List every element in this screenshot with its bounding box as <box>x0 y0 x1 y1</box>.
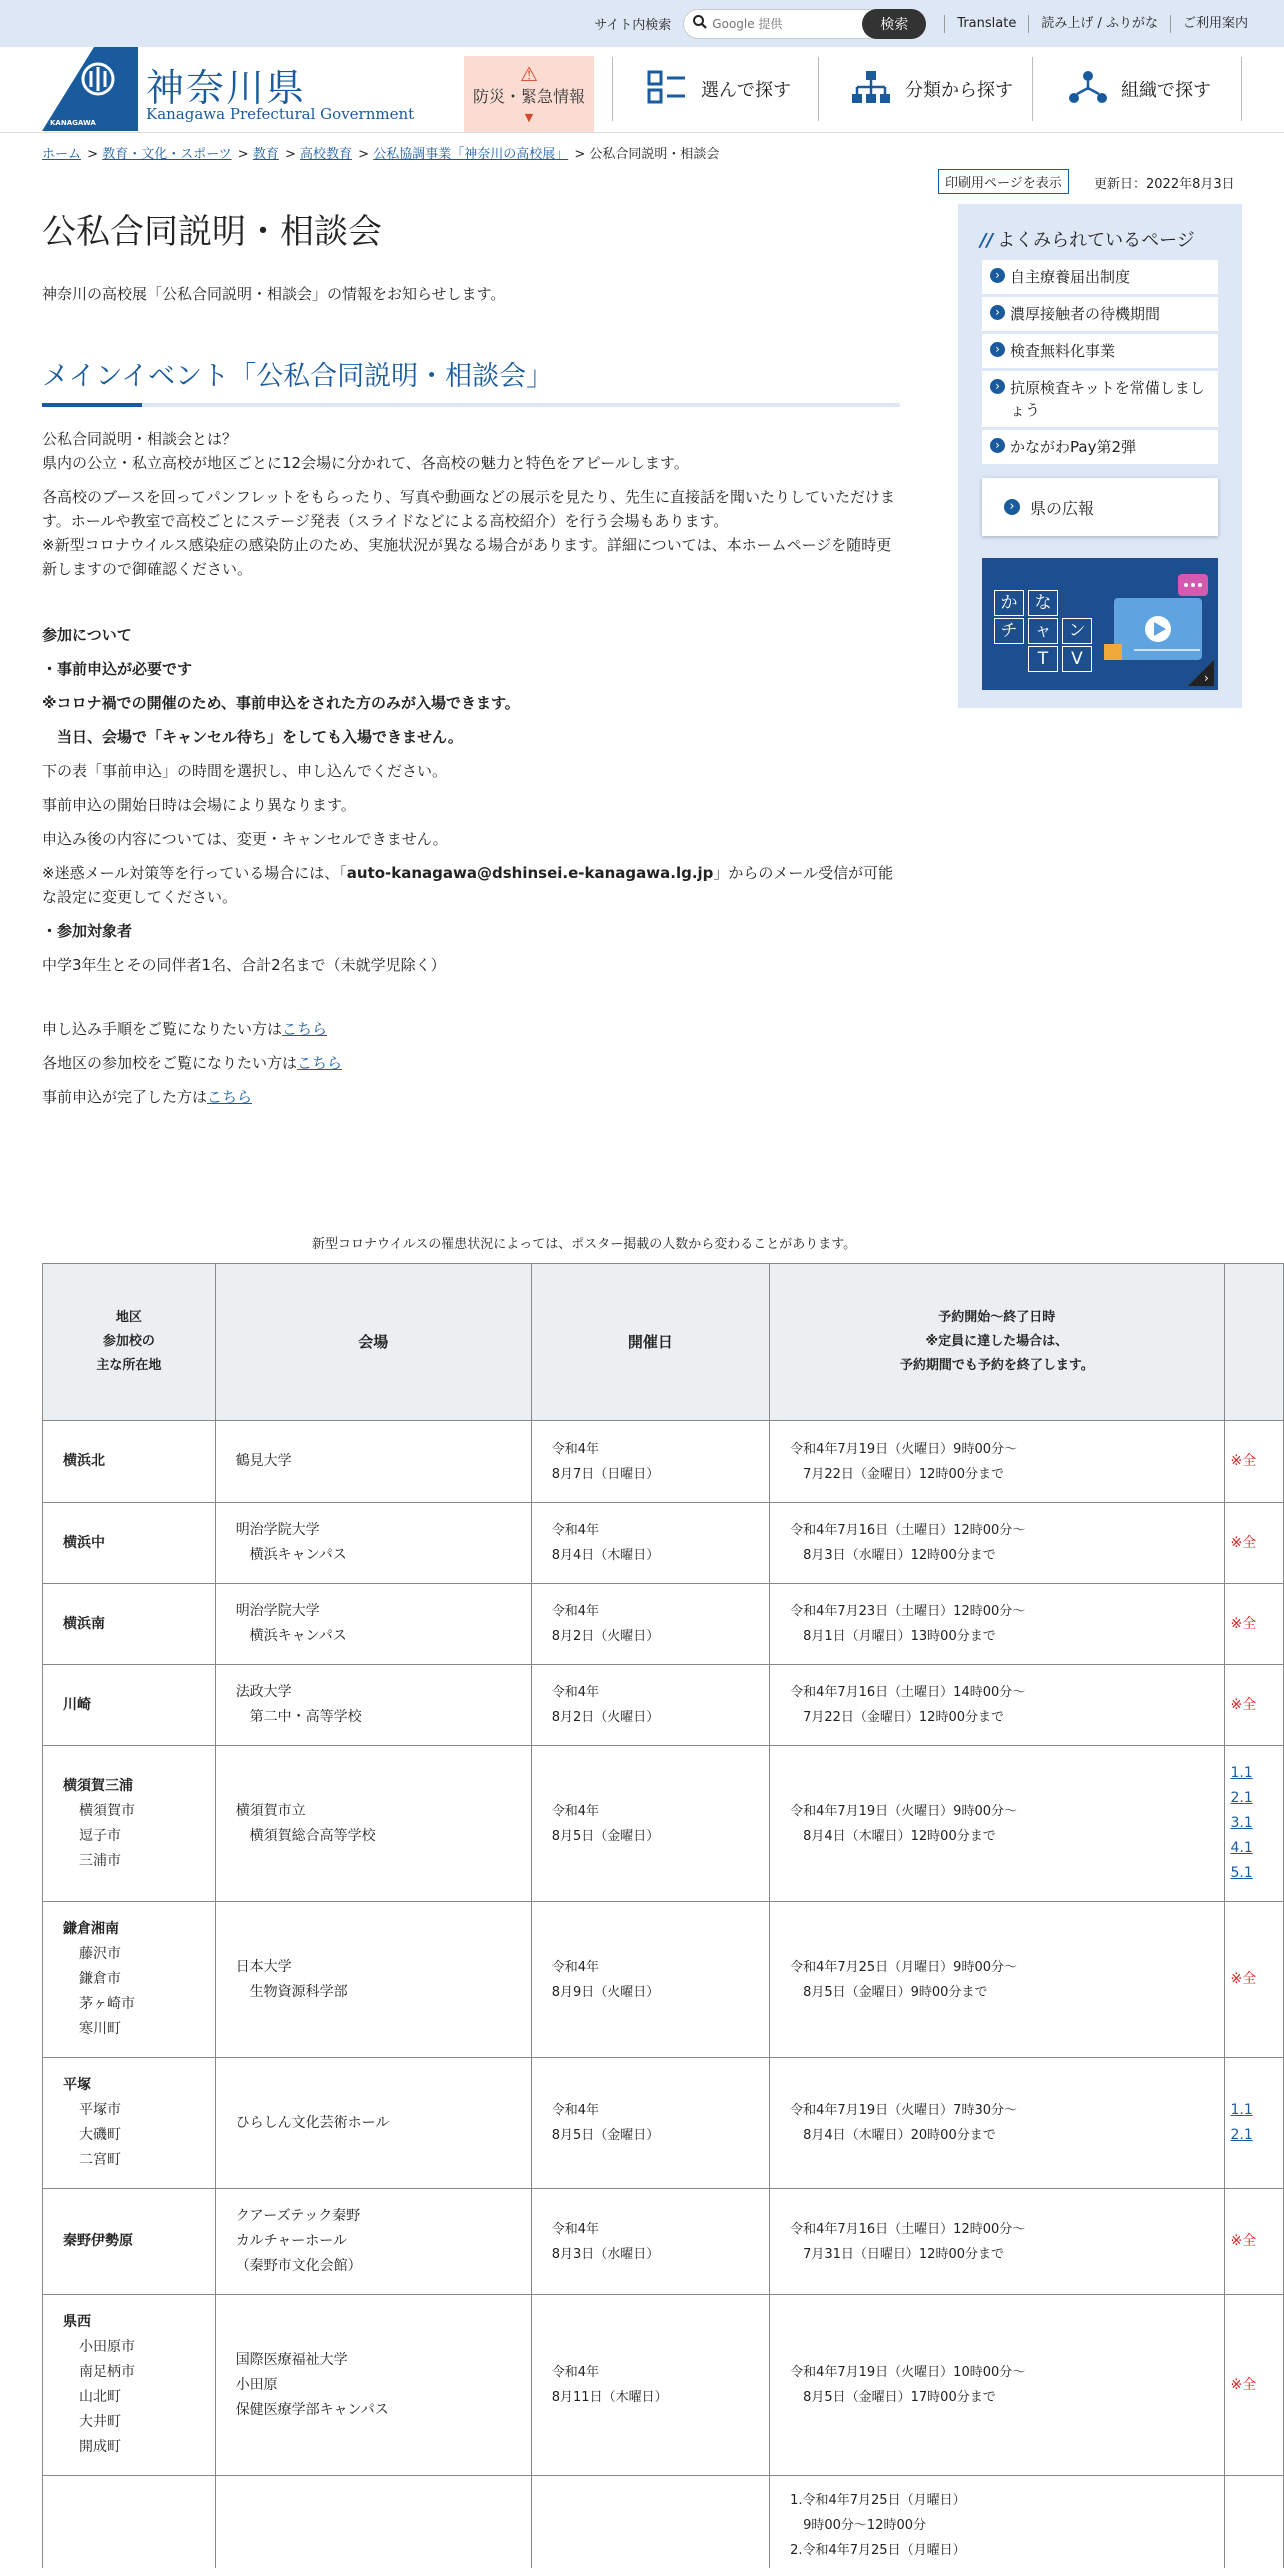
region-municipality: 寒川町 <box>79 2021 121 2037</box>
header-extra <box>1224 1264 1283 1421</box>
region-name: 横浜北 <box>63 1453 105 1469</box>
table-row <box>43 2476 1284 2568</box>
extra-cell-line: ※全 <box>1230 1971 1257 1987</box>
prefecture-pr-button[interactable]: › 県の広報 <box>982 478 1218 536</box>
search-input[interactable] <box>712 17 842 31</box>
tv-play-icon <box>1104 574 1214 686</box>
nav-organization-search[interactable] <box>1032 57 1242 121</box>
region-name: 横須賀三浦 <box>63 1777 133 1794</box>
region-cell <box>43 2295 216 2476</box>
tv-banner-char: ャ <box>1028 618 1058 644</box>
reservation-slot-link[interactable]: 3.1 <box>1230 1815 1253 1831</box>
extra-cell <box>1224 1584 1283 1665</box>
read-aloud-furigana-link[interactable]: 読み上げ / ふりがな <box>1028 15 1170 33</box>
date-cell-line: 令和4年 <box>551 1803 600 1819</box>
header-region-line: 主な所在地 <box>96 1358 162 1373</box>
venue-cell-line: 生物資源科学部 <box>235 1983 348 2000</box>
section-title: メインイベント「公私合同説明・相談会」 <box>42 361 554 392</box>
reservation-slot-link[interactable]: 5.1 <box>1230 1865 1253 1881</box>
region-municipality: 横須賀市 <box>79 1802 135 1819</box>
venue-cell-line: （秦野市文化会館） <box>235 2258 362 2274</box>
header-region-line: 地区 <box>115 1310 142 1325</box>
breadcrumb-high-school-fair[interactable]: 公私協調事業「神奈川の高校展」 <box>373 147 569 162</box>
extra-cell <box>1224 1746 1283 1902</box>
venue-cell-line: 横浜キャンパス <box>235 1547 347 1563</box>
schools-line <box>42 1051 900 1075</box>
header-reservation-line: 予約期間でも予約を終了します。 <box>899 1358 1094 1373</box>
popular-item-kanagawa-pay[interactable]: › かながわPay第2弾 <box>982 430 1218 464</box>
pre-registration-heading: ・事前申込が必要です <box>42 660 193 678</box>
tv-banner-char: な <box>1028 590 1058 616</box>
reservation-cell-line: 8月4日（木曜日）20時00分まで <box>790 2128 996 2143</box>
region-name: 秦野伊勢原 <box>63 2233 133 2249</box>
date-cell-line: 8月5日（金曜日） <box>551 1828 660 1844</box>
table-row <box>43 1503 1284 1584</box>
reservation-cell-line: 令和4年7月16日（土曜日）14時00分～ <box>790 1685 1026 1700</box>
extra-cell <box>1224 1665 1283 1746</box>
table-row <box>43 1746 1284 1902</box>
schools-link[interactable]: こちら <box>297 1054 343 1072</box>
region-municipality: 南足柄市 <box>79 2364 135 2380</box>
instruction-3: 申込み後の内容については、変更・キャンセルできません。 <box>42 830 448 848</box>
reservation-cell <box>770 1421 1224 1503</box>
venue-cell <box>215 1503 531 1584</box>
reservation-cell <box>770 2058 1224 2189</box>
extra-cell-line: ※全 <box>1230 1534 1257 1551</box>
search-box <box>683 9 926 39</box>
site-header <box>0 47 1284 133</box>
reservation-cell-line: 7月31日（日曜日）12時00分まで <box>790 2246 1004 2262</box>
popular-item-close-contact[interactable]: › 濃厚接触者の待機期間 <box>982 297 1218 331</box>
reservation-slot-link[interactable]: 1.1 <box>1230 1765 1253 1781</box>
region-name: 横浜南 <box>63 1615 105 1632</box>
warning-icon: ⚠ <box>520 62 538 86</box>
header-region-line: 参加校の <box>102 1334 155 1349</box>
prefecture-emblem-icon <box>42 47 138 131</box>
print-page-button[interactable]: 印刷用ページを表示 <box>938 169 1069 194</box>
hierarchy-icon <box>851 70 891 109</box>
region-municipality: 平塚市 <box>79 2102 121 2118</box>
tv-banner-char: チ <box>994 618 1024 644</box>
region-municipality: 藤沢市 <box>79 1946 121 1962</box>
checklist-icon <box>647 70 687 109</box>
venue-cell <box>215 2058 531 2189</box>
reservation-cell-line: 令和4年7月19日（火曜日）7時30分～ <box>790 2103 1017 2118</box>
venue-cell <box>215 1665 531 1746</box>
venue-cell-line: 法政大学 <box>235 1684 292 1700</box>
completed-line <box>42 1085 900 1109</box>
table-row <box>43 1421 1284 1503</box>
breadcrumb: ホーム > 教育・文化・スポーツ > 教育 > 高校教育 > 公私協調事業「神奈川の高校展」 > 公私合同説明・相談会 <box>42 147 720 162</box>
reservation-cell-line: 8月5日（金曜日）9時00分まで <box>790 1984 988 2000</box>
date-cell-line: 令和4年 <box>551 1441 600 1457</box>
procedure-text: 申し込み手順をご覧になりたい方は <box>42 1020 283 1038</box>
region-cell <box>43 1902 216 2058</box>
search-button[interactable]: 検索 <box>862 9 926 39</box>
popular-pages-list <box>982 260 1218 467</box>
popular-item-self-care[interactable]: › 自主療養届出制度 <box>982 260 1218 294</box>
reservation-cell-line: 7月22日（金曜日）12時00分まで <box>790 1466 1004 1482</box>
venue-cell-line: 明治学院大学 <box>235 1603 320 1619</box>
utility-bar <box>0 0 1284 47</box>
popular-item-free-testing[interactable]: › 検査無料化事業 <box>982 334 1218 368</box>
organization-icon <box>1069 70 1107 109</box>
reservation-cell-line: 7月22日（金曜日）12時00分まで <box>790 1710 1004 1725</box>
usage-guide-link[interactable]: ご利用案内 <box>1170 15 1260 33</box>
region-cell <box>43 1746 216 1902</box>
extra-cell <box>1224 2476 1283 2568</box>
intro-text: 神奈川の高校展「公私合同説明・相談会」の情報をお知らせします。 <box>42 285 506 303</box>
table-row <box>43 1584 1284 1665</box>
sidebar <box>958 204 1242 708</box>
region-cell <box>43 1503 216 1584</box>
logo-english: Kanagawa Prefectural Government <box>146 105 415 123</box>
participation-heading: 参加について <box>42 626 132 644</box>
reservation-cell-line: 令和4年7月25日（月曜日）9時00分～ <box>790 1959 1017 1975</box>
procedure-line <box>42 1017 900 1041</box>
date-cell-line: 令和4年 <box>551 1959 600 1975</box>
cancel-wait-note: 当日、会場で「キャンセル待ち」をしても入場できません。 <box>42 728 463 746</box>
region-municipality: 二宮町 <box>79 2152 121 2168</box>
date-cell <box>531 2189 769 2295</box>
region-cell <box>43 1584 216 1665</box>
date-cell <box>531 1746 769 1902</box>
extra-cell <box>1224 1902 1283 2058</box>
reservation-cell <box>770 1584 1224 1665</box>
venue-cell <box>215 2189 531 2295</box>
reservation-cell <box>770 2295 1224 2476</box>
emergency-info-button[interactable] <box>464 56 594 132</box>
nav-label: 組織で探す <box>1121 80 1211 101</box>
date-cell-line: 令和4年 <box>551 2103 600 2118</box>
double-slash-icon: // <box>980 230 994 251</box>
region-cell <box>43 1665 216 1746</box>
venue-cell <box>215 1584 531 1665</box>
translate-link[interactable]: Translate <box>944 15 1028 33</box>
reservation-slot-link[interactable]: 2.1 <box>1230 1790 1253 1806</box>
header-venue: 会場 <box>215 1264 531 1421</box>
venue-cell-line: 第二中・高等学校 <box>235 1709 362 1725</box>
date-cell <box>531 1421 769 1503</box>
date-cell-line: 令和4年 <box>551 2221 600 2237</box>
region-cell <box>43 1421 216 1503</box>
reservation-cell-line: 令和4年7月19日（火曜日）10時00分～ <box>790 2365 1026 2380</box>
reservation-cell-line: 9時00分～12時00分 <box>790 2518 926 2533</box>
region-name: 川崎 <box>63 1696 91 1713</box>
date-cell-line: 8月3日（水曜日） <box>551 2246 660 2262</box>
date-cell-line: 8月7日（日曜日） <box>551 1466 660 1482</box>
reservation-cell-line: 令和4年7月16日（土曜日）12時00分～ <box>790 1523 1026 1538</box>
reservation-slot-link[interactable]: 1.1 <box>1230 2102 1253 2118</box>
header-reservation <box>770 1264 1224 1421</box>
venue-cell-line: ひらしん文化芸術ホール <box>235 2114 390 2131</box>
region-name: 鎌倉湘南 <box>63 1921 119 1937</box>
extra-cell-line: ※全 <box>1230 1615 1257 1632</box>
date-cell-line: 8月5日（金曜日） <box>551 2128 660 2143</box>
extra-cell-line: ※全 <box>1230 2233 1257 2249</box>
main-content <box>42 200 900 1109</box>
corona-entry-note: ※コロナ禍での開催のため、事前申込をされた方のみが入場できます。 <box>42 694 520 712</box>
header-reservation-line: 予約開始～終了日時 <box>938 1310 1056 1325</box>
logo-small-text: KANAGAWA <box>50 119 96 127</box>
breadcrumb-home[interactable]: ホーム <box>42 147 82 162</box>
venue-cell-line: 明治学院大学 <box>235 1522 320 1538</box>
venue-cell-line: 国際医療福祉大学 <box>235 2351 348 2368</box>
popular-item-antigen-kit[interactable]: › 抗原検査キットを常備しましょう <box>982 371 1218 427</box>
reservation-cell-line: 令和4年7月23日（土曜日）12時00分～ <box>790 1604 1026 1619</box>
table-row <box>43 2189 1284 2295</box>
date-cell <box>531 1902 769 2058</box>
date-cell-line: 令和4年 <box>551 1604 600 1619</box>
popular-pages-label: よくみられているページ <box>997 230 1195 251</box>
venue-cell-line: 横浜キャンパス <box>235 1628 347 1644</box>
reservation-cell <box>770 2189 1224 2295</box>
date-cell <box>531 1503 769 1584</box>
emergency-label: 防災・緊急情報 <box>472 87 585 106</box>
region-name: 横浜中 <box>63 1534 105 1551</box>
date-cell-line: 8月11日（木曜日） <box>551 2390 668 2405</box>
tv-banner-char: ン <box>1062 618 1092 644</box>
procedure-link[interactable]: こちら <box>282 1020 328 1038</box>
reservation-slot-link[interactable]: 4.1 <box>1230 1840 1253 1856</box>
table-row <box>43 2295 1284 2476</box>
header-region <box>43 1264 216 1421</box>
logo-japanese: 神奈川県 <box>146 66 307 110</box>
spam-note-pre: ※迷惑メール対策等を行っている場合には、「 <box>42 864 347 882</box>
reservation-cell <box>770 1665 1224 1746</box>
instruction-1: 下の表「事前申込」の時間を選択し、申し込んでください。 <box>42 762 448 780</box>
nav-choose-search[interactable] <box>612 57 818 121</box>
date-cell <box>531 1584 769 1665</box>
reservation-cell <box>770 1902 1224 2058</box>
target-heading: ・参加対象者 <box>42 922 133 940</box>
region-name: 県西 <box>63 2314 91 2330</box>
venue-cell <box>215 2295 531 2476</box>
venue-cell-line: 保健医療学部キャンパス <box>235 2401 389 2418</box>
site-search-label: サイト内検索 <box>594 18 672 33</box>
table-row <box>43 1902 1284 2058</box>
extra-cell-line: ※全 <box>1230 1696 1257 1713</box>
tv-banner-char: T <box>1028 646 1058 672</box>
extra-cell-line: ※全 <box>1230 1453 1257 1469</box>
reservation-cell-line: 2.令和4年7月25日（月曜日） <box>790 2543 966 2558</box>
poster-note: 新型コロナウイルスの罹患状況によっては、ポスター掲載の人数から変わることがあります。 <box>312 1237 857 1252</box>
breadcrumb-high-school-education[interactable]: 高校教育 <box>300 147 353 162</box>
tv-banner-char: V <box>1062 646 1092 672</box>
region-municipality: 三浦市 <box>79 1852 121 1869</box>
corona-notice: ※新型コロナウイルス感染症の感染防止のため、実施状況が異なる場合があります。詳細については、本ホームページを随時更新しますので御確認ください。 <box>42 536 892 578</box>
reservation-cell <box>770 1746 1224 1902</box>
date-cell <box>531 2058 769 2189</box>
header-date: 開催日 <box>531 1264 769 1421</box>
popular-pages-title <box>980 226 1195 252</box>
venue-cell-line: 日本大学 <box>235 1958 292 1975</box>
region-municipality: 鎌倉市 <box>79 1971 121 1987</box>
venue-table <box>42 1263 1284 2568</box>
venue-cell-line: カルチャーホール <box>235 2233 347 2249</box>
date-cell-line: 令和4年 <box>551 1685 600 1700</box>
reservation-cell-line: 8月3日（水曜日）12時00分まで <box>790 1548 996 1563</box>
venue-cell-line: 横須賀市立 <box>235 1802 306 1819</box>
instruction-2: 事前申込の開始日時は会場により異なります。 <box>42 796 356 814</box>
extra-cell <box>1224 2189 1283 2295</box>
reservation-slot-link[interactable]: 2.1 <box>1230 2127 1253 2143</box>
date-cell-line: 8月4日（木曜日） <box>551 1548 660 1563</box>
extra-cell <box>1224 2058 1283 2189</box>
date-cell <box>531 2295 769 2476</box>
region-municipality: 逗子市 <box>79 1827 121 1844</box>
spam-note-post: 」からのメール受信が可能な設定に変更してください。 <box>42 864 894 906</box>
completed-text: 事前申込が完了した方は <box>42 1088 208 1106</box>
breadcrumb-education[interactable]: 教育 <box>252 147 279 162</box>
region-municipality: 茅ヶ崎市 <box>79 1996 135 2012</box>
kanagawa-logo[interactable] <box>42 47 415 131</box>
schools-text: 各地区の参加校をご覧になりたい方は <box>42 1054 298 1072</box>
completed-link[interactable]: こちら <box>207 1088 253 1106</box>
region-cell <box>43 2476 216 2568</box>
tv-banner-char: か <box>994 590 1024 616</box>
reservation-cell-line: 8月4日（木曜日）12時00分まで <box>790 1828 996 1844</box>
nav-label: 分類から探す <box>905 80 1013 101</box>
updated-date: 更新日：2022年8月3日 <box>1094 177 1235 192</box>
venue-cell <box>215 1421 531 1503</box>
venue-cell <box>215 2476 531 2568</box>
breadcrumb-current: 公私合同説明・相談会 <box>589 147 720 162</box>
nav-category-search[interactable] <box>818 57 1032 121</box>
date-cell-line: 8月2日（火曜日） <box>551 1629 660 1644</box>
reservation-cell-line: 令和4年7月16日（土曜日）12時00分～ <box>790 2221 1026 2237</box>
venue-cell <box>215 1746 531 1902</box>
header-reservation-line: ※定員に達した場合は、 <box>925 1334 1069 1349</box>
extra-cell <box>1224 1421 1283 1503</box>
spam-mail-note <box>42 861 900 909</box>
date-cell <box>531 2476 769 2568</box>
page-title: 公私合同説明・相談会 <box>42 212 382 252</box>
venue-cell-line: クアーズテック秦野 <box>235 2208 361 2224</box>
region-municipality: 大磯町 <box>79 2127 121 2143</box>
target-text: 中学3年生とその同伴者1名、合計2名まで（未就学児除く） <box>42 956 446 974</box>
venue-cell <box>215 1902 531 2058</box>
table-header-row <box>43 1264 1284 1421</box>
section-underline <box>42 403 900 407</box>
svg-text:›: › <box>1204 671 1209 685</box>
region-municipality: 山北町 <box>79 2389 121 2405</box>
breadcrumb-education-culture-sports[interactable]: 教育・文化・スポーツ <box>102 147 232 162</box>
region-cell <box>43 2189 216 2295</box>
venue-cell-line: 横須賀総合高等学校 <box>235 1827 376 1844</box>
sender-email: auto-kanagawa@dshinsei.e-kanagawa.lg.jp <box>346 864 714 882</box>
region-name: 平塚 <box>63 2077 91 2093</box>
reservation-cell-line: 令和4年7月19日（火曜日）9時00分～ <box>790 1441 1017 1457</box>
booth-description: 各高校のブースを回ってパンフレットをもらったり、写真や動画などの展示を見たり、先生に直接話を聞いたりしていただけます。ホールや教室で高校ごとにステージ発表（スライドなどによる高校紹介）を行う会場もあります。 <box>42 488 896 530</box>
chevron-down-icon: ▼ <box>524 111 534 124</box>
kanachan-tv-banner[interactable] <box>982 558 1218 690</box>
extra-cell <box>1224 1503 1283 1584</box>
region-municipality: 開成町 <box>79 2439 121 2455</box>
date-cell <box>531 1665 769 1746</box>
what-is-text: 公私合同説明・相談会とは？ <box>42 430 238 448</box>
reservation-cell <box>770 2476 1224 2568</box>
reservation-cell-line: 8月1日（月曜日）13時00分まで <box>790 1629 996 1644</box>
overview-text: 県内の公立・私立高校が地区ごとに12会場に分かれて、各高校の魅力と特色をアピールします。 <box>42 454 689 472</box>
date-cell-line: 8月9日（火曜日） <box>551 1984 660 2000</box>
extra-cell <box>1224 2295 1283 2476</box>
reservation-cell-line: 8月5日（金曜日）17時00分まで <box>790 2390 996 2405</box>
region-cell <box>43 2058 216 2189</box>
date-cell-line: 令和4年 <box>551 1523 600 1538</box>
region-municipality: 小田原市 <box>79 2339 135 2355</box>
venue-cell-line: 小田原 <box>235 2376 278 2393</box>
date-cell-line: 令和4年 <box>551 2365 600 2380</box>
region-municipality: 大井町 <box>79 2414 121 2430</box>
nav-label: 選んで探す <box>701 80 791 101</box>
reservation-cell-line: 1.令和4年7月25日（月曜日） <box>790 2493 966 2508</box>
google-search-icon <box>692 14 708 34</box>
table-row <box>43 2058 1284 2189</box>
reservation-cell <box>770 1503 1224 1584</box>
extra-cell-line: ※全 <box>1230 2376 1257 2393</box>
date-cell-line: 8月2日（火曜日） <box>551 1710 660 1725</box>
venue-cell-line: 鶴見大学 <box>235 1453 292 1469</box>
reservation-cell-line: 令和4年7月19日（火曜日）9時00分～ <box>790 1803 1017 1819</box>
table-row <box>43 1665 1284 1746</box>
